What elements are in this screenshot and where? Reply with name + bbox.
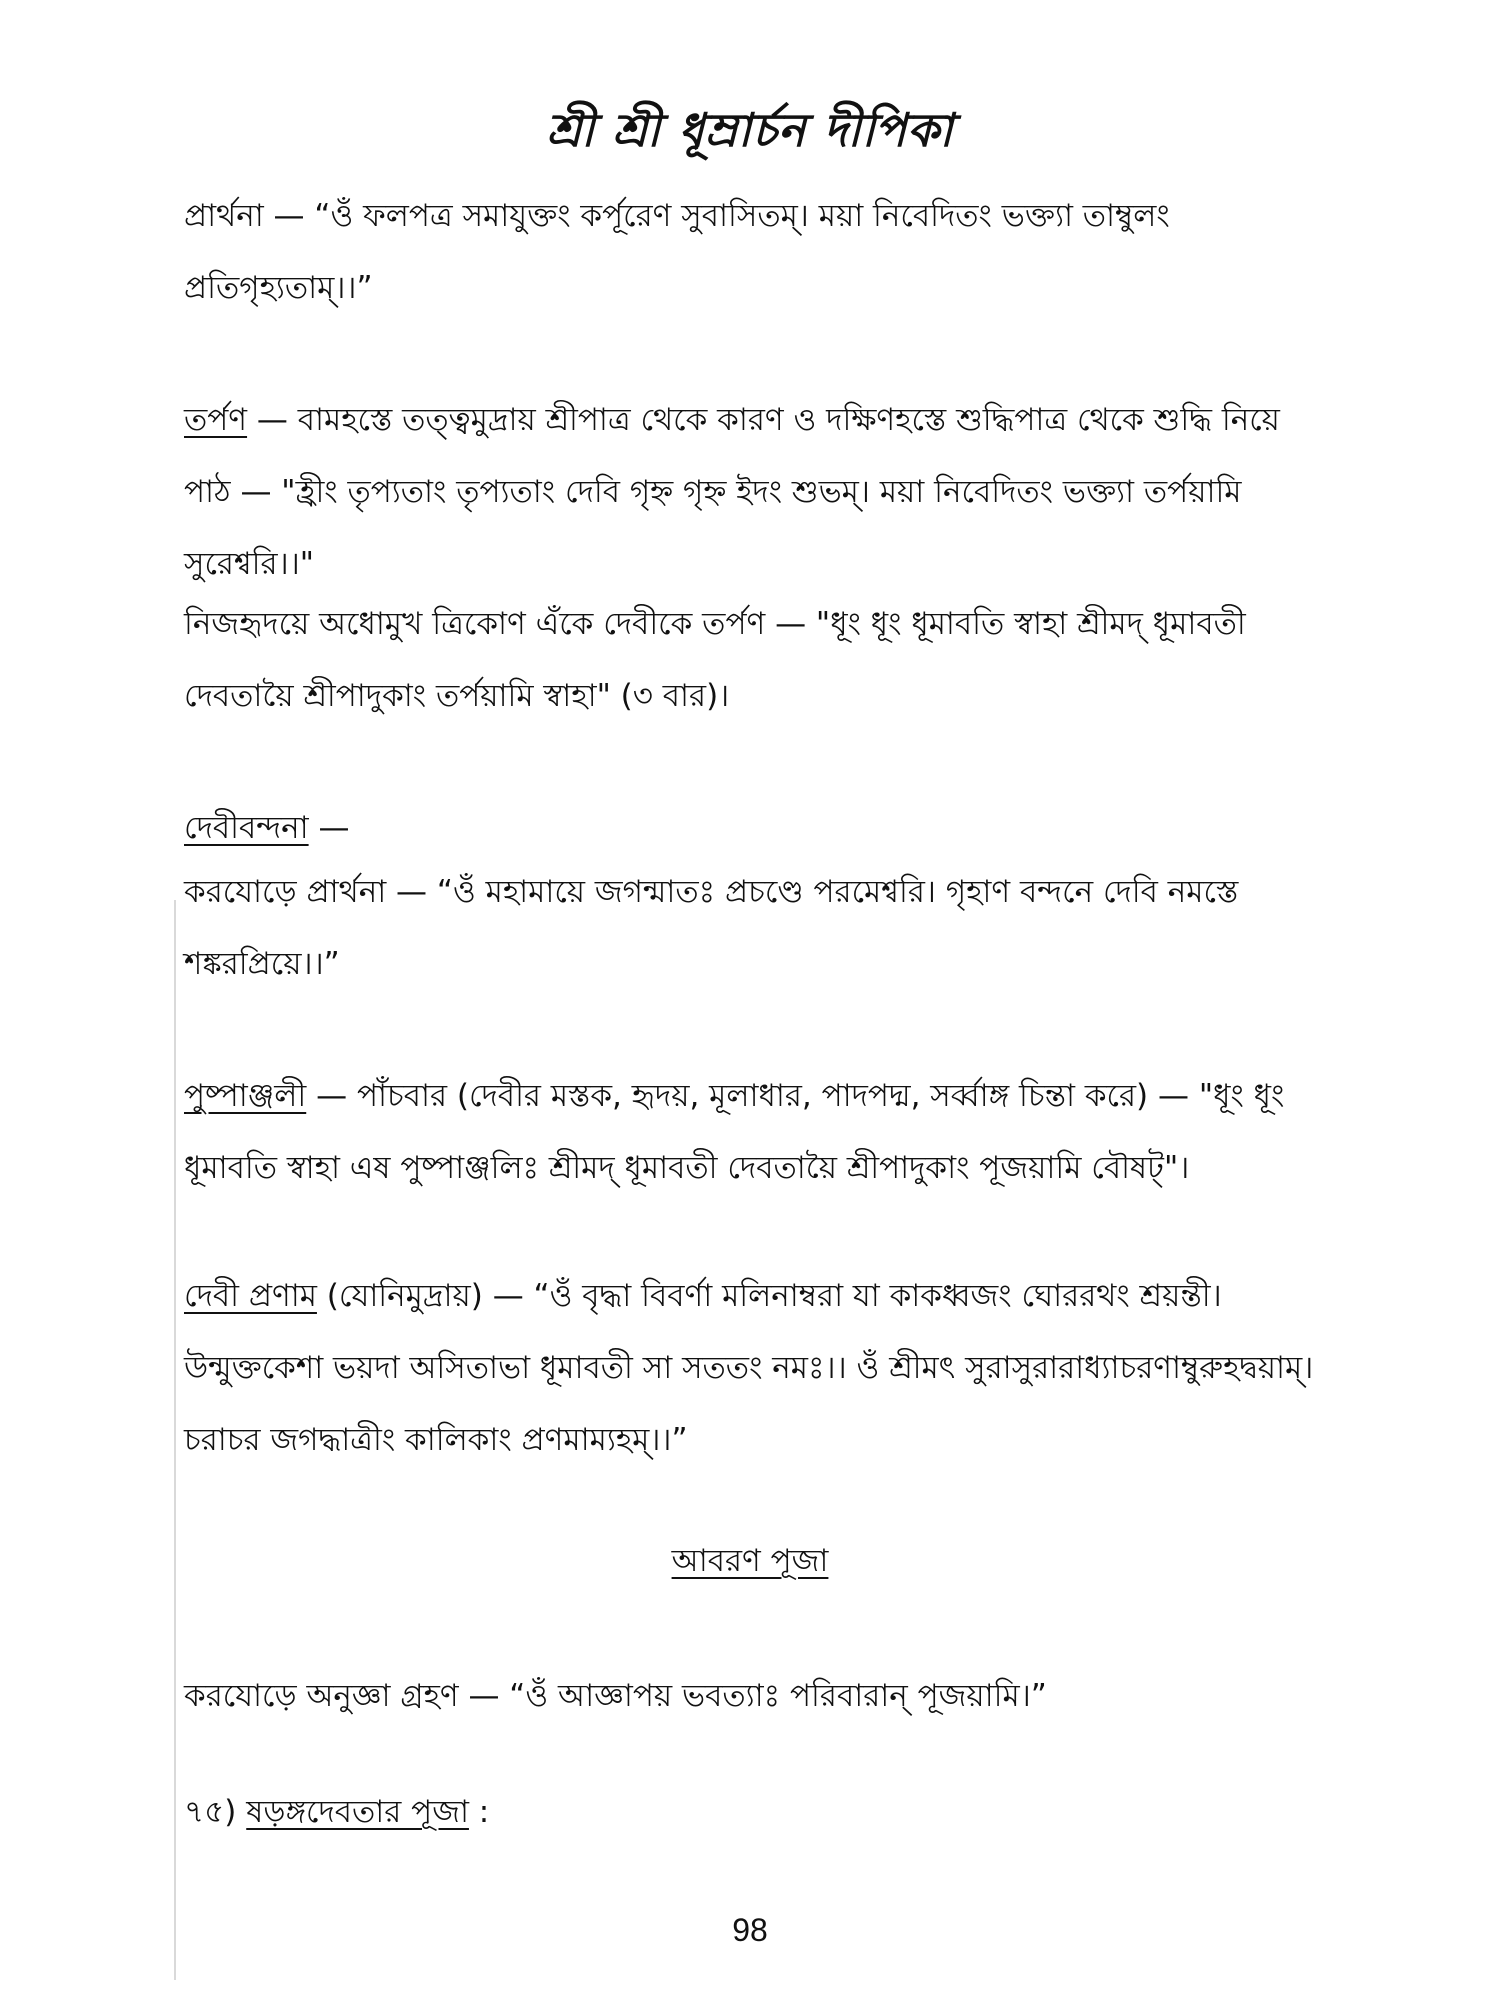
nijhridaye-paragraph: নিজহৃদয়ে অধোমুখ ত্রিকোণ এঁকে দেবীকে তর্পণ — "ধূং ধূং ধূমাবতি স্বাহা শ্রীমদ্ ধূমাবতী দেবতায়ৈ শ্রীপাদুকাং তর্পয়ামি স্বাহা" (৩ বার)। <box>184 606 1246 714</box>
shadanga-item <box>184 1776 1334 1848</box>
pushpanjali-label: পুষ্পাঞ্জলী <box>184 1078 307 1114</box>
tarpan-paragraph <box>184 384 1334 600</box>
abaran-puja-label: আবরণ পূজা <box>671 1543 829 1579</box>
page-header-title: শ্রী শ্রী ধূম্রার্চন দীপিকা <box>546 103 954 157</box>
tarpan-text: — বামহস্তে তত্ত্বমুদ্রায় শ্রীপাত্র থেকে কারণ ও দক্ষিণহস্তে শুদ্ধিপাত্র থেকে শুদ্ধি নিয়ে পাঠ — "হ্রীং তৃপ্যতাং তৃপ্যতাং দেবি গৃহ্ন গৃহ্ন ইদং শুভম্। ময়া নিবেদিতং ভক্ত্যা তর্পয়ামি সুরেশ্বরি।।" <box>184 402 1280 582</box>
devibandana-label: দেবীবন্দনা <box>184 810 309 846</box>
devibandana-suffix: — <box>308 810 350 846</box>
shadanga-number: ৭৫) <box>184 1794 237 1830</box>
prarthana-paragraph: প্রার্থনা — “ওঁ ফলপত্র সমাযুক্তং কর্পূরেণ সুবাসিতম্। ময়া নিবেদিতং ভক্ত্যা তাম্বুলং প্রতিগৃহ্যতাম্।।” <box>184 198 1170 306</box>
pranam-paragraph <box>184 1260 1334 1476</box>
pranam-label: দেবী প্রণাম <box>184 1278 317 1314</box>
tarpan-label: তর্পণ <box>184 402 248 438</box>
scan-margin-line <box>174 900 176 1980</box>
page-number: 98 <box>732 1912 768 1948</box>
anujna-paragraph: করযোড়ে অনুজ্ঞা গ্রহণ — “ওঁ আজ্ঞাপয় ভবত্যাঃ পরিবারান্ পূজয়ামি।” <box>184 1678 1047 1714</box>
pushpanjali-paragraph <box>184 1060 1334 1204</box>
pushpanjali-text: — পাঁচবার (দেবীর মস্তক, হৃদয়, মূলাধার, পাদপদ্ম, সর্ব্বাঙ্গ চিন্তা করে) — "ধূং ধূং ধূমাবতি স্বাহা এষ পুষ্পাঞ্জলিঃ শ্রীমদ্ ধূমাবতী দেবতায়ৈ শ্রীপাদুকাং পূজয়ামি বৌষট্"। <box>184 1078 1285 1186</box>
karajore-paragraph: করযোড়ে প্রার্থনা — “ওঁ মহামায়ে জগন্মাতঃ প্রচণ্ডে পরমেশ্বরি। গৃহাণ বন্দনে দেবি নমস্তে শঙ্করপ্রিয়ে।।” <box>184 874 1239 982</box>
pranam-text: (যোনিমুদ্রায়) — “ওঁ বৃদ্ধা বিবর্ণা মলিনাম্বরা যা কাকধ্বজং ঘোররথং শ্রয়ন্তী। উন্মুক্তকেশা ভয়দা অসিতাভা ধূমাবতী সা সততং নমঃ।। ওঁ শ্রীমৎ সুরাসুরারাধ্যাচরণাম্বুরুহদ্বয়াম্। চরাচর জগদ্ধাত্রীং কালিকাং প্রণমাম্যহম্।।” <box>184 1278 1314 1458</box>
devibandana-heading <box>184 792 1334 864</box>
abaran-puja-heading <box>0 1536 1500 1586</box>
shadanga-label: ষড়ঙ্গদেবতার পূজা <box>246 1794 469 1830</box>
shadanga-suffix: : <box>468 1794 490 1830</box>
